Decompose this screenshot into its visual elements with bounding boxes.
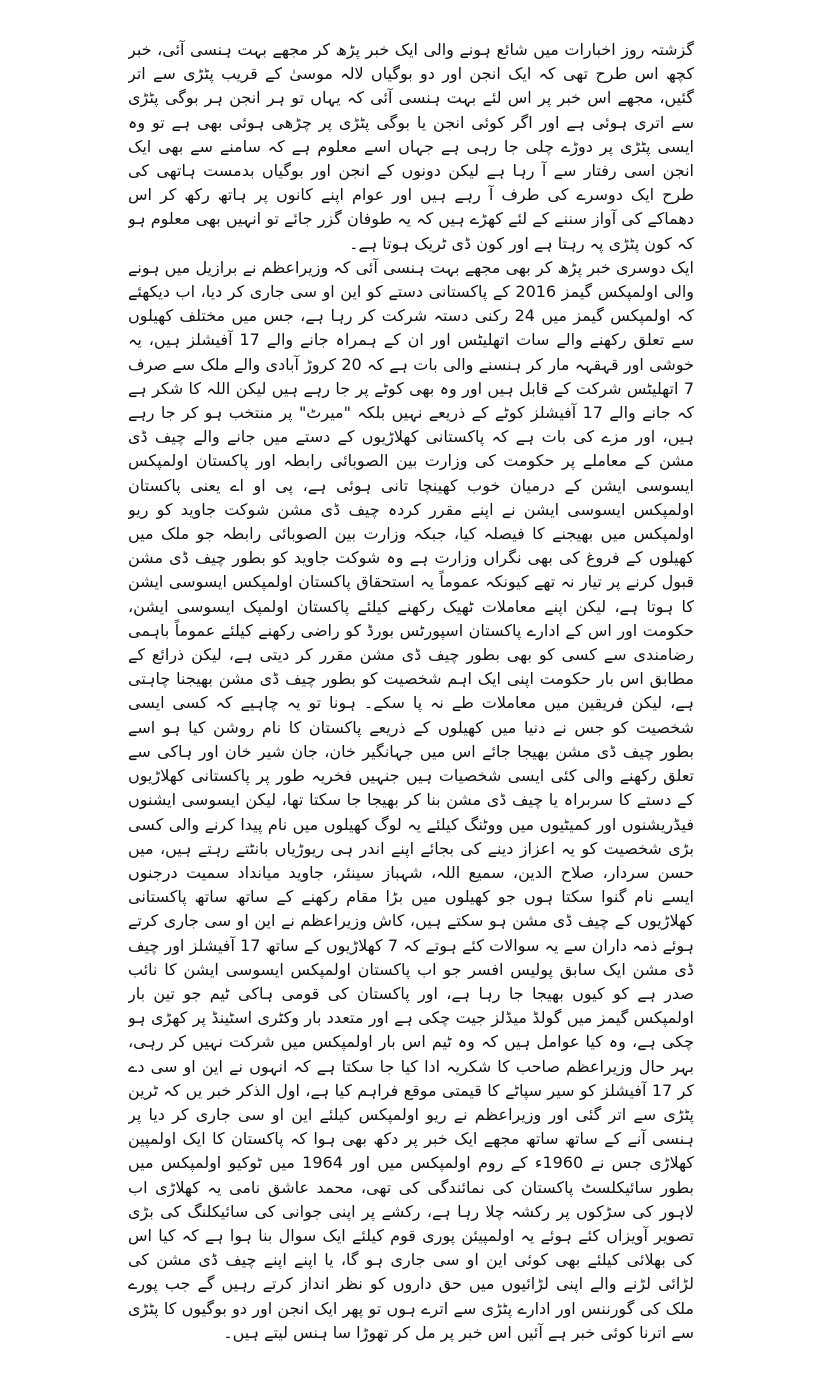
- article-paragraph-2: ایک دوسری خبر پڑھ کر بھی مجھے بہت ہنسی آئی کہ وزیراعظم نے برازیل میں ہونے والی اولمپکس گیمز 2016 کے پاکستانی دستے کو این او سی جاری کر دیا، اب دیکھئے کہ اولمپکس گیمز میں 24 رکنی دستہ شرکت کر رہا ہے، جس میں مختلف کھیلوں سے تعلق رکھنے والے سات اتھلیٹس اور ان کے ہمراہ جانے والے 17 آفیشلز ہیں، یہ خوشی اور قہقہہ مار کر ہنسنے والی بات ہے کہ 20 کروڑ آبادی والے ملک سے صرف 7 اتھلیٹس شرکت کے قابل ہیں اور وہ بھی کوٹے پر جا رہے ہیں لیکن اللہ کا شکر ہے کہ جانے والے 17 آفیشلز کوٹے کے ذریعے نہیں بلکہ "میرٹ" پر منتخب ہو کر جا رہے ہیں، اور مزے کی بات ہے کہ پاکستانی کھلاڑیوں کے دستے میں جانے والے چیف ڈی مشن کے معاملے پر حکومت کی وزارت بین الصوبائی رابطہ اور پاکستان اولمپکس ایسوسی ایشن کے درمیان خوب کھینچا تانی ہوئی ہے، پی او اے یعنی پاکستان اولمپکس ایسوسی ایشن نے اپنے مقرر کردہ چیف ڈی مشن شوکت جاوید کو ریو اولمپکس میں بھیجنے کا فیصلہ کیا، جبکہ وزارت بین الصوبائی رابطہ جو ملک میں کھیلوں کے فروغ کی بھی نگراں وزارت ہے وہ شوکت جاوید کو بطور چیف ڈی مشن قبول کرنے پر تیار نہ تھے کیونکہ عموماً یہ استحقاق پاکستان اولمپکس ایسوسی ایشن کا ہوتا ہے، لیکن اپنے معاملات ٹھیک رکھنے کیلئے پاکستان اولمپک ایسوسی ایشن، حکومت اور اس کے ادارے پاکستان اسپورٹس بورڈ کو راضی رکھنے کیلئے عموماً باہمی رضامندی سے کسی کو بھی بطور چیف ڈی مشن مقرر کر دیتی ہے، لیکن ذرائع کے مطابق اس بار حکومت اپنی ایک اہم شخصیت کو بطور چیف ڈی مشن بھیجنا چاہتی ہے، لیکن فریقین میں معاملات طے نہ پا سکے۔ ہونا تو یہ چاہیے کہ کسی ایسی شخصیت کو جس نے دنیا میں کھیلوں کے ذریعے پاکستان کا نام روشن کیا ہو اسے بطور چیف ڈی مشن بھیجا جائے اس میں جہانگیر خان، جان شیر خان اور ہاکی سے تعلق رکھنے والی کئی ایسی شخصیات ہیں جنہیں فخریہ طور پر پاکستانی کھلاڑیوں کے دستے کا سربراہ یا چیف ڈی مشن بنا کر بھیجا جا سکتا تھا، لیکن ایسوسی ایشنوں فیڈریشنوں اور کمیٹیوں میں ووٹنگ کیلئے یہ لوگ کھیلوں میں نام پیدا کرنے والی کسی بڑی شخصیت کو یہ اعزاز دینے کی بجائے اپنے اندر ہی ریوڑیاں بانٹتے رہتے ہیں، میں حسن سردار، صلاح الدین، سمیع اللہ، شہباز سینئر، جاوید میانداد سمیت درجنوں ایسے نام گنوا سکتا ہوں جو کھیلوں میں بڑا مقام رکھنے کے ساتھ ساتھ پاکستانی کھلاڑیوں کے چیف ڈی مشن ہو سکتے ہیں، کاش وزیراعظم نے این او سی جاری کرتے ہوئے ذمہ داران سے یہ سوالات کئے ہوتے کہ 7 کھلاڑیوں کے ساتھ 17 آفیشلز اور چیف ڈی مشن ایک سابق پولیس افسر جو اب پاکستان اولمپکس ایسوسی ایشن کا نائب صدر ہے کو کیوں بھیجا جا رہا ہے، اور پاکستان کی قومی ہاکی ٹیم جو تین بار اولمپکس گیمز میں گولڈ میڈلز جیت چکی ہے اور متعدد بار وکٹری اسٹینڈ پر کھڑی ہو چکی ہے، وہ کیا عوامل ہیں کہ وہ ٹیم اس بار اولمپکس میں شرکت نہیں کر رہی، بہر حال وزیراعظم صاحب کا شکریہ ادا کیا جا سکتا ہے کہ انہوں نے این او سی دے کر 17 آفیشلز کو سیر سپاٹے کا قیمتی موقع فراہم کیا ہے، اول الذکر خبر یں کہ ٹرین پٹڑی سے اتر گئی اور وزیراعظم نے ریو اولمپکس کیلئے این او سی جاری کر دیا پر ہنسی آنے کے ساتھ ساتھ مجھے ایک خبر پر دکھ بھی ہوا کہ پاکستان کا ایک اولمپین کھلاڑی جس نے 1960ء کے روم اولمپکس میں اور 1964 میں ٹوکیو اولمپکس میں بطور سائیکلسٹ پاکستان کی نمائندگی کی تھی، محمد عاشق نامی یہ کھلاڑی اب لاہور کی سڑکوں پر رکشہ چلا رہا ہے، رکشے پر اپنی جوانی کی سائیکلنگ کی بڑی تصویر آویزاں کئے ہوئے یہ اولمپیئن پوری قوم کیلئے ایک سوال بنا ہوا ہے کہ کیا اس کی بھلائی کیلئے بھی کوئی این او سی جاری ہو گا، یا اپنے اپنے چیف ڈی مشن کی لڑائی لڑنے والے اپنی لڑائیوں میں حق داروں کو نظر انداز کرتے رہیں گے جب پورے ملک کی گورننس اور ادارے پٹڑی سے اترے ہوں تو پھر ایک انجن اور دو بوگیوں کا پٹڑی سے اترنا کوئی خبر ہے آئیں اس خبر پر مل کر تھوڑا سا ہنس لیتے ہیں۔: [128, 257, 694, 1342]
- article-body: [128, 38, 694, 1358]
- article-paragraph-1: گزشتہ روز اخبارات میں شائع ہونے والی ایک خبر پڑھ کر مجھے بہت ہنسی آئی، خبر کچھ اس طرح تھی کہ ایک انجن اور دو بوگیاں لالہ موسیٰ کے قریب پٹڑی سے اتر گئیں، مجھے اس خبر پر اس لئے بہت ہنسی آئی کہ یہاں تو ہر انجن ہر بوگی پٹڑی سے اتری ہوئی ہے اور اگر کوئی انجن یا بوگی پٹڑی پر چڑھی ہوئی بھی ہے تو وہ ایسی پٹڑی پر دوڑے چلی جا رہی ہے جہاں اسے معلوم ہے کہ سامنے سے بھی ایک انجن اسی رفتار سے آ رہا ہے لیکن دونوں کے انجن اور بوگیاں بدمست ہاتھی کی طرح ایک دوسرے کی طرف آ رہے ہیں اور عوام اپنے کانوں پر ہاتھ رکھ کر اس دھماکے کی آواز سننے کے لئے کھڑے ہیں کہ یہ طوفان گزر جائے تو انہیں بھی معلوم ہو کہ کون پٹڑی پہ رہتا ہے اور کون ڈی ٹریک ہوتا ہے۔: [128, 40, 694, 253]
